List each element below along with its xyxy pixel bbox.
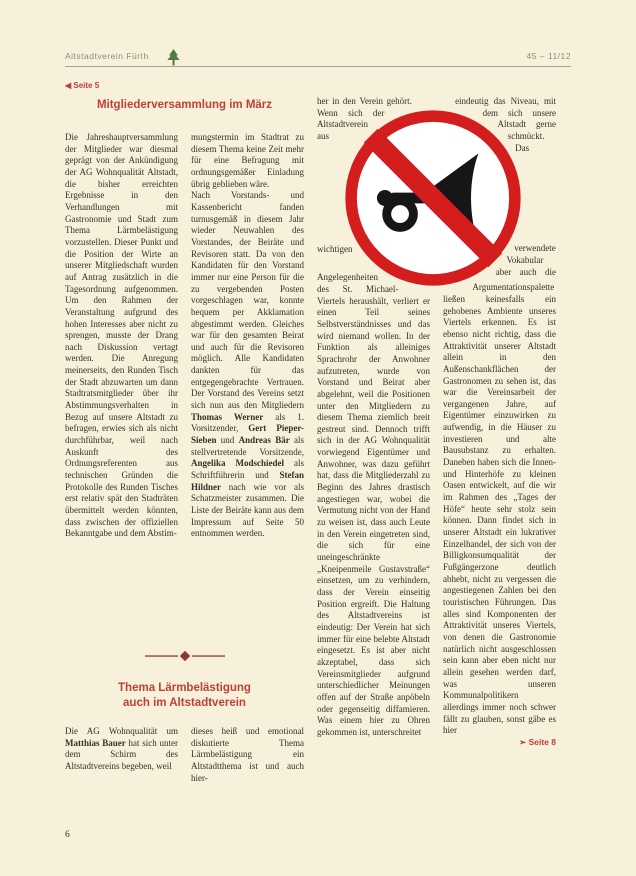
article2-column-2 <box>191 726 304 784</box>
body-text: Die AG Wohnqualität um Matthias Bauer hat sich unter dem Schirm des Altstadtvereins begeben, weil <box>65 726 178 771</box>
header-rule <box>65 66 571 67</box>
body-text: mungstermin im Stadtrat zu diesem Thema keine Zeit mehr für eine Befragung mit ordnungsgemäßer Einladung übrig geblieben wäre. <box>191 132 304 189</box>
issue-number: 45 – 11/12 <box>526 51 571 61</box>
body-text: dieses heiß und emotional diskutierte Thema Lärmbelästigung ein Altstadtthema ist und auch hier- <box>191 726 304 783</box>
article-title-laerm <box>65 681 304 710</box>
article-column-1 <box>65 132 178 540</box>
back-page-link[interactable]: ◀ Seite 5 <box>65 81 100 90</box>
section-divider-ornament <box>65 651 304 661</box>
tree-icon <box>167 49 180 71</box>
no-horn-sign <box>344 109 522 287</box>
article-title-maerz: Mitgliederversammlung im März <box>96 99 273 111</box>
masthead-title: Altstadtverein Fürth <box>65 51 149 61</box>
body-text: her in den Verein gehört. Wenn sich der Altstadtverein aus wichtigen Angelegenheiten des St. Michael-Viertels heraushält, verliert er einen Teil seines Selbstverständnisses und das wird niemand wollen. In der Funktion als alleiniges Sprachrohr der Anwohner aufzutreten, wurde von Vorstand und Beirat aber abgelehnt, weil die Positionen unter den Mitgliedern zu diesem Thema ziemlich breit gestreut sind. Dennoch trifft sich in der AG Wohnqualität vorwiegend Eigentümer und Anwohner, was dazu geführt hat, dass die Mitgliederzahl zu Beginn des Jahres drastisch angestiegen war, wobei die Vermutung nicht von der Hand zu weisen ist, dass auch Leute in den Verein eingetreten sind, die sich für eine uneingeschränkte „Kneipenmeile Gustavstraße“ einsetzen, um zu verhindern, dass der Verein einseitig Position ergreift. Die Haltung des Altstadtvereins ist eindeutig: Der Verein hat sich immer für eine belebte Altstadt eingesetzt. Es ist aber nicht akzeptabel, dass sich Vereinsmitglieder aufgrund unterschiedlicher Meinungen offen auf der Straße anpöbeln oder gegenseitig diffamieren. Was einem hier zu Ohren gekommen ist, unterschreitet <box>317 96 430 737</box>
title-line-1: Thema Lärmbelästigung <box>118 682 251 694</box>
body-text: Die Jahreshauptversammlung der Mitglieder war diesmal geprägt von der Ankündigung der AG Wohnqualität Altstadt, die bisher erreichten Ergebnisse in den Verhandlungen mit Gastronomie und Stadt zum Thema Lärmbelästigung vorzustellen. Dieser Punkt und die Position der Wirte an unserer Mitgliedschaft wurden auf Antrag zusätzlich in die Tagesordnung aufgenommen. Um den Rahmen der Veranstaltung aufgrund des hohen Interesses aber nicht zu sprengen, musste der Drang nach Diskussion vertagt werden. Die Anregung meinerseits, den Runden Tisch der Stadt abzuwarten um dann Stadtratsmitglieder über ihr Abstimmungsverhalten in Bezug auf unsere Altstadt zu befragen, erwies sich als nicht durchführbar, weil nach Auskunft des Ordnungsreferenten aus technischen Gründen die Protokolle des Runden Tisches erst relativ spät den Stadträten übermittelt werden könnten, dass zwischen der offiziellen Bekanntgabe und dem Abstim- <box>65 132 178 539</box>
page-number: 6 <box>65 830 70 840</box>
next-page-link[interactable]: ➢ Seite 8 <box>519 736 556 747</box>
body-text: eindeutig das Niveau, mit dem sich unsere Altstadt gerne schmückt. Das verwendete Vokabular aber auch die Argumentationspalette ließen keinesfalls ein gehobenes Ambiente unseres Viertels erkennen. Es ist ebenso nicht richtig, dass die Attraktivität unserer Altstadt allein in den Außenschankflächen der Gastronomen zu sehen ist, das war die Vereinsarbeit der vergangenen Jahre, auf Eigentümer einzuwirken zu aufwendig, in die Häuser zu investieren und alte Bausubstanz zu erhalten. Daneben haben sich die Innen- und Hinterhöfe zu kleinen Oasen entwickelt, auf die wir im Rahmen des „Tages der Höfe“ heute sehr stolz sein können. Dann findet sich in unserer Altstadt ein lukrativer Einzelhandel, der sich von der Billigkonsumqualität der Fußgängerzone deutlich abhebt, nicht zu vergessen die angestiegenen Zahlen bei den touristischen Führungen. Das alles sind Komponenten der Attraktivität unseres Viertels, von denen die Gastronomie natürlich nicht ausgeschlossen sein kann aber eben nicht nur allein gesehen werden darf, was unseren Kommunalpolitikern allerdings immer noch schwer fällt zu glauben, sonst gäbe es hier <box>443 96 556 736</box>
body-text: Nach Vorstands- und Kassenbericht fanden turnusgemäß in diesem Jahr wieder Neuwahlen des Vorstandes, der Beiräte und Revisoren statt. Da von den Kandidaten für den Vorstand immer nur eine Person für die zu vergebenden Posten vorgeschlagen war, konnte bequem per Akklamation abgestimmt werden. Gleiches war für den gesamten Beirat und auch für die Revisoren möglich. Alle Kandidaten dankten für das entgegengebrachte Vertrauen. Der Vorstand des Vereins setzt sich nun aus den Mitgliedern Thomas Werner als 1. Vorsitzender, Gert Pieper-Sieben und Andreas Bär als stellvertretende Vorsitzende, Angelika Modschiedel als Schriftführerin und Stefan Hildner nach wie vor als Schatzmeister zusammen. Die Liste der Beiräte kann aus dem Impressum auf Seite 50 entnommen werden. <box>191 190 305 539</box>
title-line-2: auch im Altstadtverein <box>123 696 246 709</box>
article2-column-1 <box>65 726 178 773</box>
article-column-2 <box>191 132 304 540</box>
